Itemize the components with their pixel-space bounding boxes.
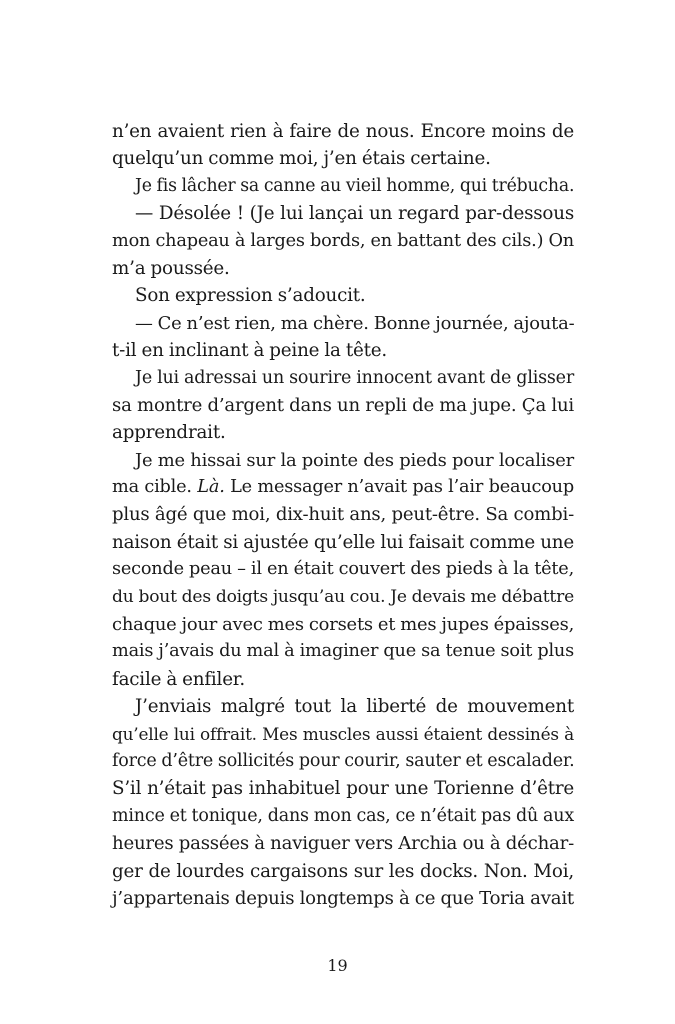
text-line: qu’elle lui offrait. Mes muscles aussi étaient dessinés à <box>112 723 574 744</box>
text-line: S’il n’était pas inhabituel pour une Torienne d’être <box>112 778 574 800</box>
text-line: — Ce n’est rien, ma chère. Bonne journée, ajouta- <box>135 312 575 334</box>
text-line: j’appartenais depuis longtemps à ce que Toria avait <box>112 887 574 909</box>
text-segment: Le messager n’avait pas l’air beaucoup <box>224 477 574 498</box>
text-line: naison était si ajustée qu’elle lui faisait comme une <box>112 531 574 553</box>
text-line: sa montre d’argent dans un repli de ma jupe. Ça lui <box>112 394 574 416</box>
text-line: mince et tonique, dans mon cas, ce n’était pas dû aux <box>112 805 574 826</box>
page-number: 19 <box>327 956 348 975</box>
text-line: force d’être sollicités pour courir, sauter et escalader. <box>112 750 575 771</box>
text-line <box>112 474 574 501</box>
text-line: chaque jour avec mes corsets et mes jupes épaisses, <box>112 614 575 636</box>
text-segment: ma cible. <box>112 477 198 498</box>
emphasis-text: Là. <box>197 477 225 498</box>
text-line: mais j’avais du mal à imaginer que sa tenue soit plus <box>112 641 574 662</box>
page-body <box>112 118 574 912</box>
text-line: du bout des doigts jusqu’au cou. Je devais me débattre <box>112 586 574 607</box>
text-line: seconde peau – il en était couvert des pieds à la tête, <box>112 559 574 580</box>
text-line: Je me hissai sur la pointe des pieds pour localiser <box>135 449 574 471</box>
text-line: Je lui adressai un sourire innocent avant de glisser <box>135 367 574 388</box>
text-line: m’a poussée. <box>112 257 230 279</box>
text-line: Je fis lâcher sa canne au vieil homme, qui trébucha. <box>135 175 575 196</box>
text-line: apprendrait. <box>112 422 226 444</box>
text-line: quelqu’un comme moi, j’en étais certaine. <box>112 148 491 170</box>
text-line: n’en avaient rien à faire de nous. Encore moins de <box>112 121 574 142</box>
text-line: ger de lourdes cargaisons sur les docks. Non. Moi, <box>112 860 574 882</box>
text-line: facile à enfiler. <box>112 668 245 690</box>
text-line: — Désolée ! (Je lui lançai un regard par-dessous <box>135 203 574 225</box>
text-line: t-il en inclinant à peine la tête. <box>112 340 387 362</box>
text-line: heures passées à naviguer vers Archia ou à déchar- <box>112 833 574 855</box>
text-line: plus âgé que moi, dix-huit ans, peut-être. Sa combi- <box>112 504 574 526</box>
text-line: Son expression s’adoucit. <box>135 285 366 307</box>
text-line: mon chapeau à larges bords, en battant des cils.) On <box>112 230 574 251</box>
text-line: J’enviais malgré tout la liberté de mouvement <box>135 696 574 718</box>
